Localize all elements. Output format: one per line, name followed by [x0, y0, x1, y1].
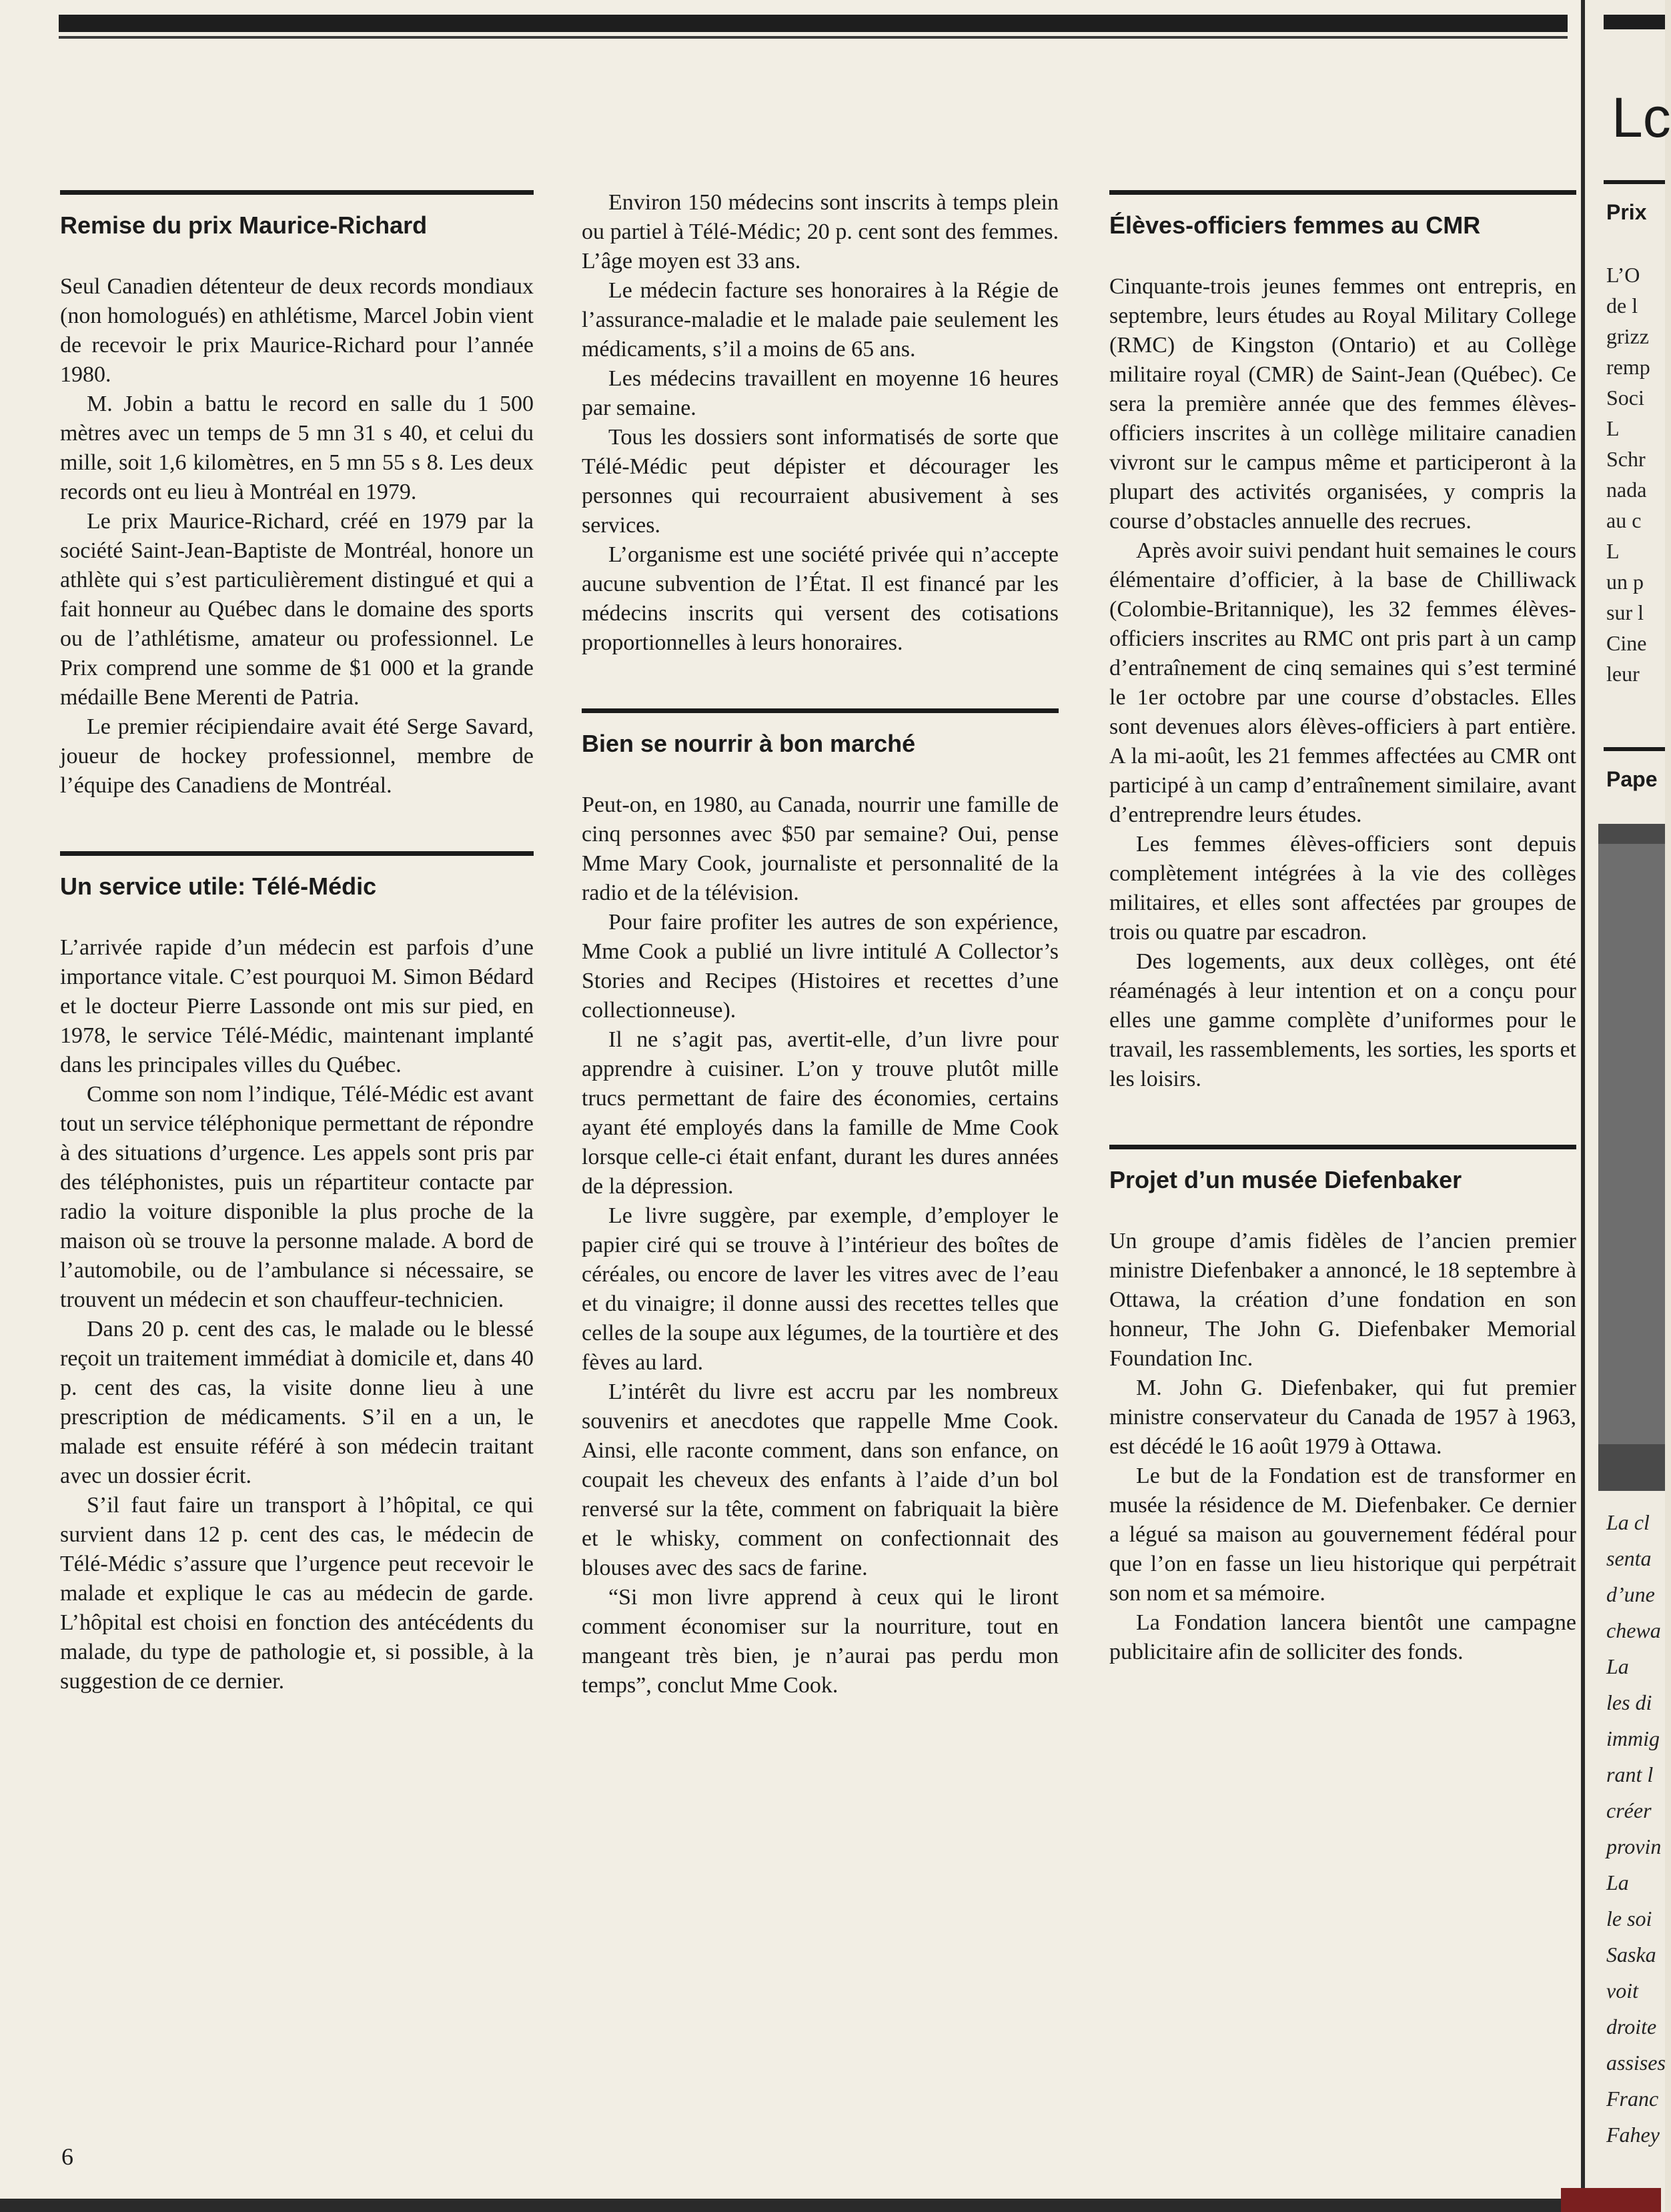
article-rule [582, 708, 1059, 713]
header-rule-thin [59, 36, 1568, 39]
facing-text-fragment: nada [1606, 478, 1647, 502]
paragraph: L’organisme est une société privée qui n’accepte aucune subvention de l’État. Il est financé par les médecins inscrits qui versent des cotisations proportionnelles à leurs honoraires. [582, 542, 1059, 655]
facing-header-rule [1604, 15, 1665, 29]
facing-text-fragment: un p [1606, 570, 1644, 594]
facing-text-fragment: Saska [1606, 1943, 1656, 1967]
facing-text-fragment: créer [1606, 1798, 1652, 1822]
paragraph: Les médecins travaillent en moyenne 16 heures par semaine. [582, 366, 1059, 420]
paragraph: Le médecin facture ses honoraires à la Régie de l’assurance-maladie et le malade paie seulement les médicaments, s’il a moins de 65 ans. [582, 278, 1059, 362]
article-title: Un service utile: Télé-Médic [60, 873, 377, 900]
facing-text-fragment: La [1606, 1654, 1629, 1678]
facing-text-fragment: La cl [1606, 1510, 1650, 1534]
facing-article-title: Prix [1606, 200, 1647, 224]
facing-photo-detail [1598, 844, 1665, 1444]
article-title: Remise du prix Maurice-Richard [60, 211, 428, 239]
article-rule [1109, 190, 1576, 195]
facing-text-fragment: remp [1606, 355, 1650, 379]
article-rule [60, 190, 534, 195]
paragraph: Seul Canadien détenteur de deux records mondiaux (non homologués) en athlétisme, Marcel Jobin vient de recevoir le prix Maurice-Richard pour l’année 1980. [60, 274, 534, 387]
facing-text-fragment: leur [1606, 662, 1640, 686]
bottom-edge-shadow [0, 2199, 1661, 2212]
article-prix-maurice-richard [60, 190, 534, 800]
facing-article-rule [1604, 180, 1665, 184]
corner-mark [1561, 2188, 1661, 2212]
paragraph: Des logements, aux deux collèges, ont été réaménagés à leur intention et on a conçu pour elles une gamme complète d’uniformes pour le travail, les rassemblements, les sorties, les sports et les loisirs. [1109, 949, 1576, 1091]
facing-page-title: Lc [1612, 86, 1671, 149]
paragraph: Le but de la Fondation est de transformer en musée la résidence de M. Diefenbaker. Ce dernier a légué sa maison au gouvernement fédéral pour que l’on en fasse un lieu historique qui perpétrait son nom et sa mémoire. [1109, 1464, 1576, 1606]
facing-article-title: Pape [1606, 767, 1658, 791]
article-musee-diefenbaker [1109, 1145, 1576, 1667]
facing-text-fragment: chewa [1606, 1618, 1661, 1642]
paragraph: Un groupe d’amis fidèles de l’ancien premier ministre Diefenbaker a annoncé, le 18 septembre à Ottawa, la création d’une fondation en son honneur, The John G. Diefenbaker Memorial Foundation Inc. [1109, 1229, 1576, 1371]
facing-text-fragment: le soi [1606, 1906, 1652, 1930]
facing-text-fragment: sur l [1606, 600, 1644, 624]
facing-text-fragment: Cine [1606, 631, 1647, 655]
paragraph: Le premier récipiendaire avait été Serge Savard, joueur de hockey professionnel, membre de l’équipe des Canadiens de Montréal. [60, 714, 534, 798]
header-rule [59, 15, 1568, 32]
paragraph: Le livre suggère, par exemple, d’employer le papier ciré qui se trouve à l’intérieur des boîtes de céréales, ou encore de laver les vitres avec de l’eau et du vinaigre; il donne aussi des recettes telles que celles de la soupe aux légumes, de la tourtière et des fèves au lard. [582, 1203, 1059, 1375]
paragraph: Il ne s’agit pas, avertit-elle, d’un livre pour apprendre à cuisiner. L’on y trouve plutôt mille trucs permettant de faire des économies, certains ayant été employés dans la famille de Mme Cook lorsque celle-ci était enfant, durant les dures années de la dépression. [582, 1027, 1059, 1199]
facing-text-fragment: d’une [1606, 1582, 1655, 1606]
column-3 [1109, 190, 1576, 1694]
article-title: Projet d’un musée Diefenbaker [1109, 1166, 1462, 1193]
paragraph: S’il faut faire un transport à l’hôpital, ce qui survient dans 12 p. cent des cas, le médecin de Télé-Médic s’assure que l’urgence peut recevoir le malade et explique le cas au médecin de garde. L’hôpital est choisi en fonction des antécédents du malade, du type de pathologie et, si possible, à la suggestion de ce dernier. [60, 1493, 534, 1694]
paragraph: Environ 150 médecins sont inscrits à temps plein ou partiel à Télé-Médic; 20 p. cent sont des femmes. L’âge moyen est 33 ans. [582, 190, 1059, 273]
facing-text-fragment: les di [1606, 1690, 1652, 1714]
facing-text-fragment: provin [1606, 1834, 1662, 1858]
paragraph: Les femmes élèves-officiers sont depuis complètement intégrées à la vie des collèges militaires, et elles sont affectées par groupes de trois ou quatre par escadron. [1109, 832, 1576, 945]
facing-text-fragment: assises [1606, 2051, 1666, 2075]
facing-text-fragment: L [1606, 539, 1620, 563]
facing-text-fragment: de l [1606, 294, 1638, 318]
paragraph: L’intérêt du livre est accru par les nombreux souvenirs et anecdotes que rappelle Mme Cook. Ainsi, elle raconte comment, dans son enfance, on coupait les cheveux des enfants à l’aide d’un bol renversé sur la tête, comment on fabriquait la bière et le whisky, comment on confectionnait des blouses avec des sacs de farine. [582, 1379, 1059, 1580]
paragraph: Tous les dossiers sont informatisés de sorte que Télé-Médic peut dépister et décourager les personnes qui recourraient abusivement à ses services. [582, 425, 1059, 538]
paragraph: “Si mon livre apprend à ceux qui le liront comment économiser sur la nourriture, tout en mangeant très bien, je n’aurai pas perdu mon temps”, conclut Mme Cook. [582, 1585, 1059, 1698]
article-tele-medic-continued [582, 188, 1059, 658]
paragraph: Comme son nom l’indique, Télé-Médic est avant tout un service téléphonique permettant de répondre à des situations d’urgence. Les appels sont pris par des téléphonistes, puis un répartiteur contacte par radio la voiture disponible la plus proche de la maison où se trouve la personne malade. A bord de l’automobile, ou de l’ambulance si nécessaire, se trouvent un médecin et son chauffeur-technicien. [60, 1082, 534, 1312]
facing-text-fragment: Fahey [1606, 2123, 1660, 2147]
facing-text-fragment: Franc [1606, 2087, 1659, 2111]
article-eleves-officiers [1109, 190, 1576, 1094]
column-2 [582, 188, 1059, 1727]
facing-text-fragment: au c [1606, 508, 1642, 532]
facing-text-fragment: Soci [1606, 386, 1644, 410]
facing-article-rule [1604, 747, 1665, 751]
paragraph: Peut-on, en 1980, au Canada, nourrir une famille de cinq personnes avec $50 par semaine? Oui, pense Mme Mary Cook, journaliste et personnalité de la radio et de la télévision. [582, 792, 1059, 905]
facing-text-fragment: L [1606, 416, 1620, 440]
paragraph: M. John G. Diefenbaker, qui fut premier ministre conservateur du Canada de 1957 à 1963, est décédé le 16 août 1979 à Ottawa. [1109, 1375, 1576, 1459]
facing-text-fragment: grizz [1606, 324, 1649, 348]
paragraph: Pour faire profiter les autres de son expérience, Mme Cook a publié un livre intitulé A Collector’s Stories and Recipes (Histoires et recettes d’une collectionneuse). [582, 910, 1059, 1023]
facing-text-fragment: La [1606, 1870, 1629, 1894]
paragraph: M. Jobin a battu le record en salle du 1 500 mètres avec un temps de 5 mn 31 s 40, et celui du mille, soit 1,6 kilomètres, en 5 mn 55 s 8. Les deux records ont eu lieu à Montréal en 1979. [60, 392, 534, 504]
article-tele-medic [60, 851, 534, 1696]
facing-text-fragment: voit [1606, 1979, 1638, 2003]
article-rule [60, 851, 534, 856]
article-bien-se-nourrir [582, 708, 1059, 1700]
paragraph: La Fondation lancera bientôt une campagne publicitaire afin de solliciter des fonds. [1109, 1610, 1576, 1664]
column-1 [60, 190, 534, 1723]
paragraph: L’arrivée rapide d’un médecin est parfois d’une importance vitale. C’est pourquoi M. Simon Bédard et le docteur Pierre Lassonde ont mis sur pied, en 1978, le service Télé-Médic, maintenant implanté dans les principales villes du Québec. [60, 935, 534, 1077]
facing-text-fragment: droite [1606, 2015, 1657, 2039]
article-rule [1109, 1145, 1576, 1149]
article-title: Bien se nourrir à bon marché [582, 730, 916, 757]
article-title: Élèves-officiers femmes au CMR [1109, 211, 1481, 239]
page-number: 6 [61, 2143, 73, 2170]
facing-text-fragment: senta [1606, 1546, 1652, 1570]
paragraph: Après avoir suivi pendant huit semaines le cours élémentaire d’officier, à la base de Chilliwack (Colombie-Britannique), les 32 femmes élèves-officiers inscrites au RMC ont pris part à un camp d’entraînement de cinq semaines qui s’est terminé le 1er octobre par une course d’obstacles. Elles sont devenues alors élèves-officiers à part entière. A la mi-août, les 21 femmes affectées au CMR ont participé à un camp d’entraînement similaire, avant d’entreprendre leurs études. [1109, 538, 1577, 827]
paragraph: Cinquante-trois jeunes femmes ont entrepris, en septembre, leurs études au Royal Military College (RMC) de Kingston (Ontario) et au Collège militaire royal (CMR) de Saint-Jean (Québec). Ce sera la première année que des femmes élèves-officiers inscrites à un collège militaire canadien vivront sur le campus même et participeront à la plupart des activités organisées, y compris la course d’obstacles annuelle des recrues. [1109, 274, 1576, 534]
facing-text-fragment: Schr [1606, 447, 1646, 471]
paragraph: Dans 20 p. cent des cas, le malade ou le blessé reçoit un traitement immédiat à domicile et, dans 40 p. cent des cas, la visite donne lieu à une prescription de médicaments. S’il en a un, le malade est ensuite référé à son médecin traitant avec un dossier écrit. [60, 1317, 534, 1488]
paragraph: Le prix Maurice-Richard, créé en 1979 par la société Saint-Jean-Baptiste de Montréal, honore un athlète qui s’est particulièrement distingué et qui a fait honneur au Québec dans le domaine des sports ou de l’athlétisme, amateur ou professionnel. Le Prix comprend une somme de $1 000 et la grande médaille Bene Merenti de Patria. [60, 509, 534, 710]
facing-page-edge [1581, 0, 1671, 2212]
facing-text-fragment: immig [1606, 1726, 1660, 1750]
facing-text-fragment: rant l [1606, 1762, 1654, 1786]
facing-text-fragment: L’O [1606, 263, 1640, 287]
